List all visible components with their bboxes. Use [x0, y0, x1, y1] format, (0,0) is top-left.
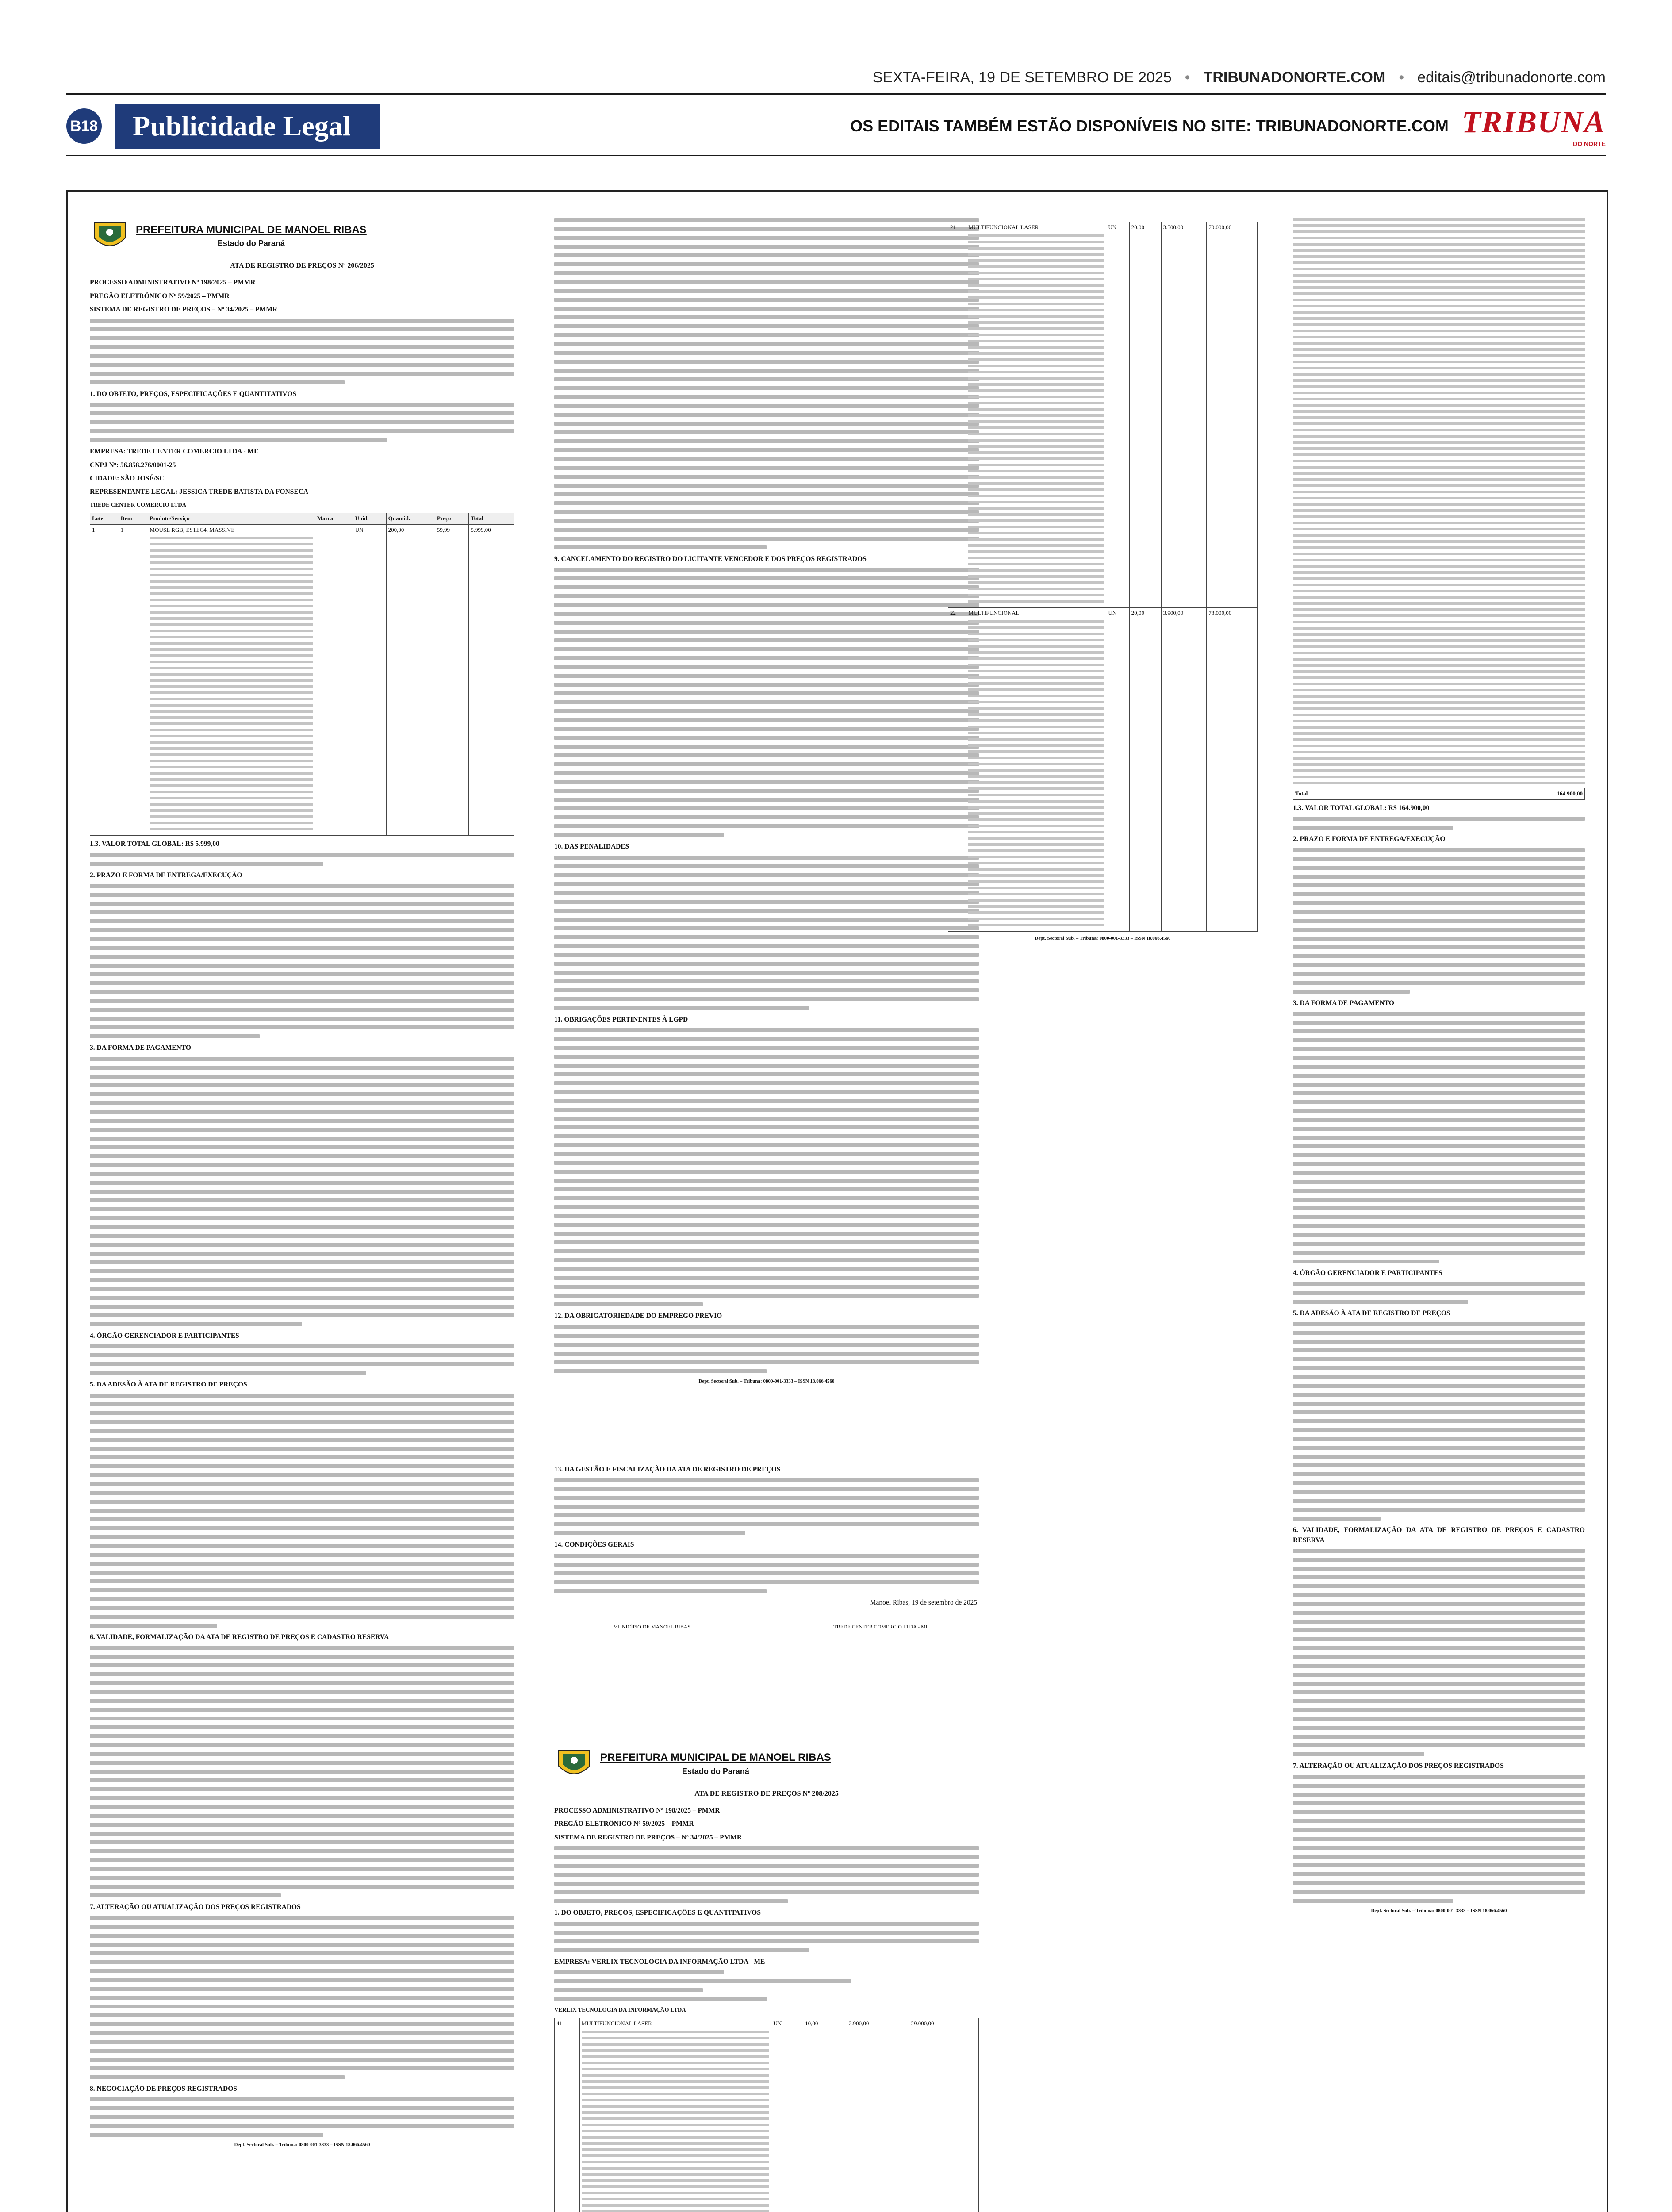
header-rule	[66, 155, 1606, 156]
page-number-badge: B18	[66, 108, 102, 144]
entity-header	[554, 1746, 979, 1782]
col-header: Unid.	[353, 513, 386, 524]
section-heading: 7. ALTERAÇÃO OU ATUALIZAÇÃO DOS PREÇOS REGISTRADOS	[1293, 1762, 1504, 1770]
section-heading: 8. NEGOCIAÇÃO DE PREÇOS REGISTRADOS	[90, 2085, 237, 2093]
col-header: Produto/Serviço	[148, 513, 315, 524]
top-info-bar	[66, 66, 1606, 88]
cell-total: 70.000,00	[1207, 222, 1258, 608]
entity-state: Estado do Paraná	[217, 239, 285, 248]
total-global: 1.3. VALOR TOTAL GLOBAL: R$ 5.999,00	[90, 840, 219, 848]
product-name: MULTIFUNCIONAL LASER	[968, 224, 1039, 230]
entity-state: Estado do Paraná	[682, 1767, 749, 1776]
cell-total: 29.000,00	[909, 2018, 978, 2212]
cell-item: 21	[948, 222, 966, 608]
sistema-number: SISTEMA DE REGISTRO DE PREÇOS – Nº 34/2025 – PMMR	[554, 1833, 742, 1841]
legal-notice-frame	[66, 190, 1608, 2212]
company-city: CIDADE: SÃO JOSÉ/SC	[90, 475, 165, 482]
page-footer-note: Dept. Sectoral Sub. – Tribuna: 0800-001-3333 – ISSN 18.066.4560	[234, 2142, 370, 2148]
section-heading: 4. ÓRGÃO GERENCIADOR E PARTICIPANTES	[90, 1332, 239, 1340]
cell-price: 3.500,00	[1161, 222, 1207, 608]
logo-text: TRIBUNA	[1461, 105, 1606, 139]
body-text	[90, 1394, 514, 1628]
table-row	[948, 607, 1258, 931]
signature-block-company	[783, 1621, 979, 1631]
product-description	[968, 234, 1104, 603]
separator: •	[1185, 69, 1190, 86]
cell-unit: UN	[771, 2018, 803, 2212]
items-table-caption: VERLIX TECNOLOGIA DA INFORMAÇÃO LTDA	[554, 2006, 686, 2013]
signature-area	[554, 1621, 979, 1631]
cell-qty: 20,00	[1129, 222, 1161, 608]
signature-block-municipality	[554, 1621, 750, 1631]
cell-product	[966, 607, 1106, 931]
total-table	[1293, 788, 1585, 800]
table-continuation	[1293, 218, 1585, 784]
tribuna-logo	[1462, 105, 1606, 147]
product-description	[582, 2031, 770, 2212]
col-header: Preço	[435, 513, 468, 524]
total-value-cell: 164.900,00	[1397, 788, 1585, 800]
process-number: PROCESSO ADMINISTRATIVO Nº 198/2025 – PMMR	[554, 1806, 720, 1814]
body-text	[90, 1916, 514, 2079]
page-footer-note: Dept. Sectoral Sub. – Tribuna: 0800-001-3333 – ISSN 18.066.4560	[1035, 935, 1171, 941]
entity-name: PREFEITURA MUNICIPAL DE MANOEL RIBAS	[136, 223, 367, 236]
cell-item: 1	[119, 524, 148, 836]
company-name: EMPRESA: VERLIX TECNOLOGIA DA INFORMAÇÃO LTDA - ME	[554, 1958, 765, 1966]
items-table-caption: TREDE CENTER COMERCIO LTDA	[90, 501, 187, 508]
section-heading: 14. CONDIÇÕES GERAIS	[554, 1541, 634, 1549]
site-link[interactable]: TRIBUNADONORTE.COM	[1203, 69, 1386, 86]
table-row	[90, 524, 514, 836]
company-rep: REPRESENTANTE LEGAL: JESSICA TREDE BATISTA DA FONSECA	[90, 488, 309, 496]
cell-total: 78.000,00	[1207, 607, 1258, 931]
body-text	[90, 403, 514, 442]
col-header: Quantid.	[386, 513, 435, 524]
body-text	[1293, 1282, 1585, 1304]
product-name: MOUSE RGB, ESTEC4, MASSIVE	[150, 526, 235, 533]
table-row	[555, 2018, 979, 2212]
logo-subtext: DO NORTE	[1573, 140, 1606, 147]
body-text	[1293, 1322, 1585, 1521]
body-text	[90, 1057, 514, 1326]
preamble-text	[90, 319, 514, 384]
email-link[interactable]: editais@tribunadonorte.com	[1417, 69, 1606, 86]
cell-price: 3.900,00	[1161, 607, 1207, 931]
body-text	[554, 1028, 979, 1306]
product-name: MULTIFUNCIONAL LASER	[581, 2020, 652, 2027]
company-name: EMPRESA: TREDE CENTER COMERCIO LTDA - ME	[90, 448, 259, 456]
signatory-name: MUNICÍPIO DE MANOEL RIBAS	[613, 1624, 691, 1630]
cell-unit: UN	[353, 524, 386, 836]
entity-name: PREFEITURA MUNICIPAL DE MANOEL RIBAS	[600, 1751, 831, 1764]
section-heading: 6. VALIDADE, FORMALIZAÇÃO DA ATA DE REGISTRO DE PREÇOS E CADASTRO RESERVA	[90, 1633, 389, 1641]
product-name: MULTIFUNCIONAL	[968, 609, 1020, 616]
section-heading: 10. DAS PENALIDADES	[554, 843, 629, 851]
col-header: Total	[469, 513, 514, 524]
company-details	[554, 1970, 979, 2001]
page-footer-note: Dept. Sectoral Sub. – Tribuna: 0800-001-3333 – ISSN 18.066.4560	[1371, 1908, 1507, 1913]
cell-qty: 200,00	[386, 524, 435, 836]
page-footer-note: Dept. Sectoral Sub. – Tribuna: 0800-001-3333 – ISSN 18.066.4560	[698, 1378, 835, 1384]
cell-product	[966, 222, 1106, 608]
cell-item: 22	[948, 607, 966, 931]
column-1	[90, 218, 514, 2149]
cell-total: 5.999,00	[469, 524, 514, 836]
product-description	[968, 620, 1104, 926]
entity-header	[90, 218, 514, 253]
cell-product	[579, 2018, 771, 2212]
document-title: ATA DE REGISTRO DE PREÇOS Nº 206/2025	[230, 262, 374, 269]
pregao-number: PREGÃO ELETRÔNICO Nº 59/2025 – PMMR	[554, 1820, 694, 1828]
product-description	[150, 537, 313, 830]
col-header: Item	[119, 513, 148, 524]
section-heading: 5. DA ADESÃO À ATA DE REGISTRO DE PREÇOS	[1293, 1309, 1450, 1317]
municipal-crest-icon	[554, 1746, 594, 1782]
cell-price: 2.900,00	[847, 2018, 909, 2212]
body-text	[90, 853, 514, 866]
editais-note: OS EDITAIS TAMBÉM ESTÃO DISPONÍVEIS NO SITE: TRIBUNADONORTE.COM	[850, 117, 1449, 135]
section-heading: 9. CANCELAMENTO DO REGISTRO DO LICITANTE VENCEDOR E DOS PREÇOS REGISTRADOS	[554, 555, 867, 563]
signatory-name: TREDE CENTER COMERCIO LTDA - ME	[833, 1624, 929, 1630]
section-heading: 1. DO OBJETO, PREÇOS, ESPECIFICAÇÕES E QUANTITATIVOS	[554, 1909, 761, 1917]
section-heading: 1. DO OBJETO, PREÇOS, ESPECIFICAÇÕES E QUANTITATIVOS	[90, 390, 296, 398]
section-heading: 2. PRAZO E FORMA DE ENTREGA/EXECUÇÃO	[90, 871, 242, 879]
body-text	[554, 218, 979, 549]
column-4	[1293, 218, 1585, 1915]
body-text	[1293, 1775, 1585, 1903]
items-table-continued	[948, 222, 1258, 932]
section-heading: 5. DA ADESÃO À ATA DE REGISTRO DE PREÇOS	[90, 1381, 247, 1389]
body-text	[554, 1922, 979, 1952]
column-2	[554, 218, 979, 2212]
section-heading: 2. PRAZO E FORMA DE ENTREGA/EXECUÇÃO	[1293, 835, 1446, 843]
body-text	[554, 856, 979, 1010]
municipal-crest-icon	[90, 218, 130, 253]
cell-qty: 20,00	[1129, 607, 1161, 931]
body-text	[554, 1478, 979, 1535]
column-3	[948, 218, 1258, 942]
section-heading: 7. ALTERAÇÃO OU ATUALIZAÇÃO DOS PREÇOS REGISTRADOS	[90, 1903, 301, 1911]
issue-date: SEXTA-FEIRA, 19 DE SETEMBRO DE 2025	[872, 69, 1172, 86]
section-title: Publicidade Legal	[115, 104, 380, 149]
body-text	[1293, 1549, 1585, 1756]
section-heading: 13. DA GESTÃO E FISCALIZAÇÃO DA ATA DE REGISTRO DE PREÇOS	[554, 1465, 781, 1473]
cell-brand	[315, 524, 353, 836]
separator: •	[1399, 69, 1404, 86]
page-header	[66, 102, 1606, 150]
top-rule	[66, 93, 1606, 95]
cell-unit: UN	[1106, 222, 1129, 608]
cell-price: 59,99	[435, 524, 468, 836]
items-table	[554, 2018, 979, 2212]
section-heading: 3. DA FORMA DE PAGAMENTO	[90, 1044, 191, 1052]
body-text	[90, 2097, 514, 2137]
body-text	[1293, 1012, 1585, 1263]
body-text	[90, 1344, 514, 1375]
pregao-number: PREGÃO ELETRÔNICO Nº 59/2025 – PMMR	[90, 292, 230, 300]
company-cnpj: CNPJ Nº: 56.858.276/0001-25	[90, 461, 176, 469]
body-text	[90, 1646, 514, 1897]
body-text	[1293, 817, 1585, 830]
items-table	[90, 513, 514, 836]
section-heading: 6. VALIDADE, FORMALIZAÇÃO DA ATA DE REGISTRO DE PREÇOS E CADASTRO RESERVA	[1293, 1526, 1585, 1544]
section-heading: 3. DA FORMA DE PAGAMENTO	[1293, 999, 1394, 1007]
table-header-row	[90, 513, 514, 524]
cell-lote: 1	[90, 524, 119, 836]
document-title: ATA DE REGISTRO DE PREÇOS Nº 208/2025	[694, 1790, 839, 1797]
col-header: Lote	[90, 513, 119, 524]
total-global: 1.3. VALOR TOTAL GLOBAL: R$ 164.900,00	[1293, 804, 1430, 812]
section-heading: 4. ÓRGÃO GERENCIADOR E PARTICIPANTES	[1293, 1269, 1442, 1277]
col-header: Marca	[315, 513, 353, 524]
sistema-number: SISTEMA DE REGISTRO DE PREÇOS – Nº 34/2025 – PMMR	[90, 306, 278, 314]
body-text	[90, 884, 514, 1038]
place-date: Manoel Ribas, 19 de setembro de 2025.	[870, 1598, 979, 1606]
section-heading: 12. DA OBRIGATORIEDADE DO EMPREGO PREVIO	[554, 1312, 722, 1320]
preamble-text	[554, 1846, 979, 1903]
cell-qty: 10,00	[803, 2018, 847, 2212]
body-text	[554, 1325, 979, 1373]
body-text	[1293, 848, 1585, 994]
cell-unit: UN	[1106, 607, 1129, 931]
process-number: PROCESSO ADMINISTRATIVO Nº 198/2025 – PMMR	[90, 279, 256, 287]
section-heading: 11. OBRIGAÇÕES PERTINENTES À LGPD	[554, 1015, 688, 1023]
body-text	[554, 568, 979, 837]
table-row	[948, 222, 1258, 608]
cell-item: 41	[555, 2018, 580, 2212]
total-row	[1293, 788, 1585, 800]
body-text	[554, 1554, 979, 1593]
cell-product	[148, 524, 315, 836]
total-label-cell: Total	[1293, 788, 1397, 800]
